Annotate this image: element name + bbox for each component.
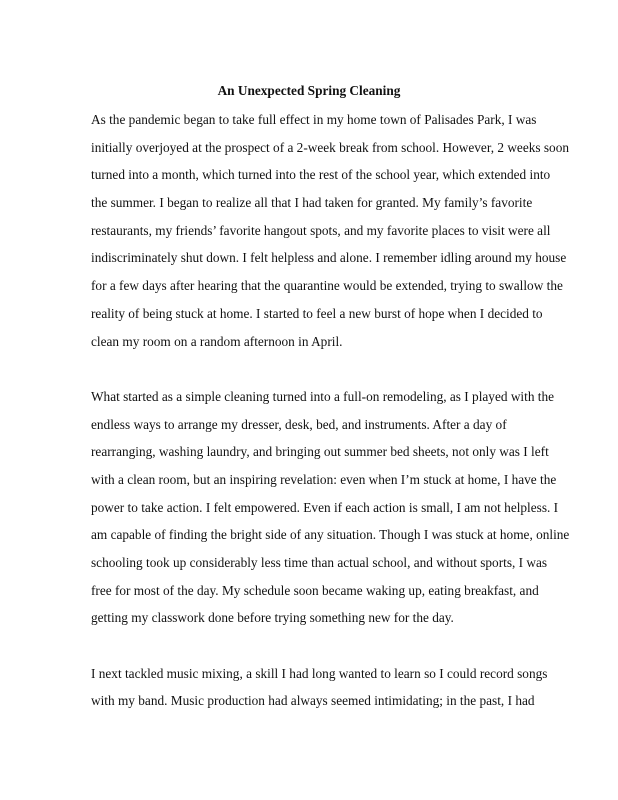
text-line: As the pandemic began to take full effect in my home town of Palisades Park, I was bbox=[91, 112, 537, 127]
text-line: endless ways to arrange my dresser, desk, bed, and instruments. After a day of bbox=[91, 416, 507, 432]
document-body bbox=[91, 106, 570, 715]
text-line: reality of being stuck at home. I started to feel a new burst of hope when I decided to bbox=[91, 305, 543, 321]
text-line: for a few days after hearing that the quarantine would be extended, trying to swallow the bbox=[91, 278, 563, 294]
text-line: schooling took up considerably less time than actual school, and without sports, I was bbox=[91, 555, 548, 570]
paragraph bbox=[91, 383, 570, 632]
text-line: with my band. Music production had always seemed intimidating; in the past, I had bbox=[91, 693, 535, 709]
text-line: rearranging, washing laundry, and bringing out summer bed sheets, not only was I left bbox=[91, 444, 549, 460]
paragraph bbox=[91, 106, 570, 355]
text-line: initially overjoyed at the prospect of a 2-week break from school. However, 2 weeks soon bbox=[91, 139, 570, 155]
text-line: am capable of finding the bright side of any situation. Though I was stuck at home, online bbox=[91, 527, 570, 543]
text-line: I next tackled music mixing, a skill I had long wanted to learn so I could record songs bbox=[91, 665, 548, 681]
text-line: restaurants, my friends’ favorite hangout spots, and my favorite places to visit were all bbox=[91, 222, 551, 238]
text-line: What started as a simple cleaning turned into a full-on remodeling, as I played with the bbox=[91, 388, 555, 404]
text-line: getting my classwork done before trying something new for the day. bbox=[91, 610, 454, 626]
document-title: An Unexpected Spring Cleaning bbox=[217, 83, 401, 98]
paragraph bbox=[91, 660, 551, 715]
paragraph-spacer bbox=[91, 355, 551, 383]
text-line: the summer. I began to realize all that I had taken for granted. My family’s favorite bbox=[91, 195, 533, 211]
text-line: turned into a month, which turned into the rest of the school year, which extended into bbox=[91, 167, 551, 183]
paragraph-spacer bbox=[91, 632, 551, 660]
text-line: indiscriminately shut down. I felt helpless and alone. I remember idling around my house bbox=[91, 250, 567, 266]
text-line: power to take action. I felt empowered. Even if each action is small, I am not helpless. I bbox=[91, 499, 559, 515]
text-line: free for most of the day. My schedule soon became waking up, eating breakfast, and bbox=[91, 582, 539, 598]
text-line: clean my room on a random afternoon in April. bbox=[91, 333, 343, 349]
text-line: with a clean room, but an inspiring revelation: even when I’m stuck at home, I have the bbox=[91, 471, 557, 487]
